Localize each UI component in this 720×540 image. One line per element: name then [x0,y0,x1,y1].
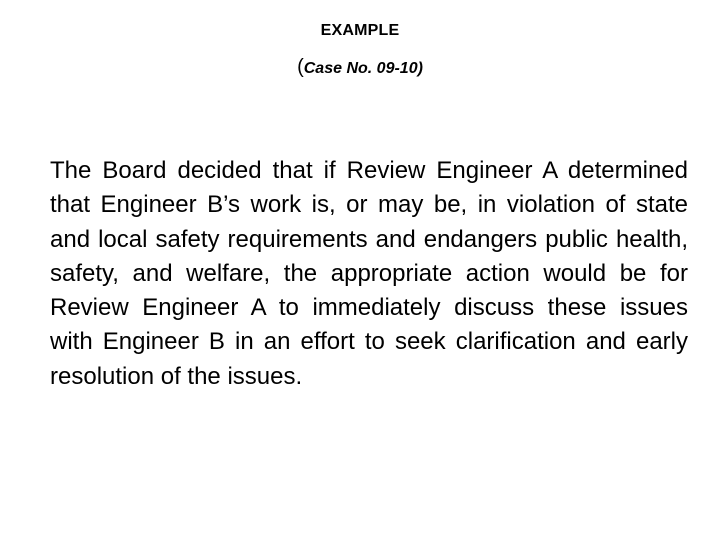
case-number-label: Case No. 09-10) [303,60,423,77]
body-paragraph: The Board decided that if Review Engineer A determined that Engineer B’s work is, or may be, in violation of state and local safety requirements and endangers public health, safety, and welfare, the appropriate action would be for Review Engineer A to immediately discuss these issues with Engineer B in an effort to seek clarification and early resolution of the issues. [50,157,688,390]
slide-title: EXAMPLE [320,22,400,39]
case-number-subtitle [0,53,720,83]
open-parenthesis: ( [297,56,304,78]
